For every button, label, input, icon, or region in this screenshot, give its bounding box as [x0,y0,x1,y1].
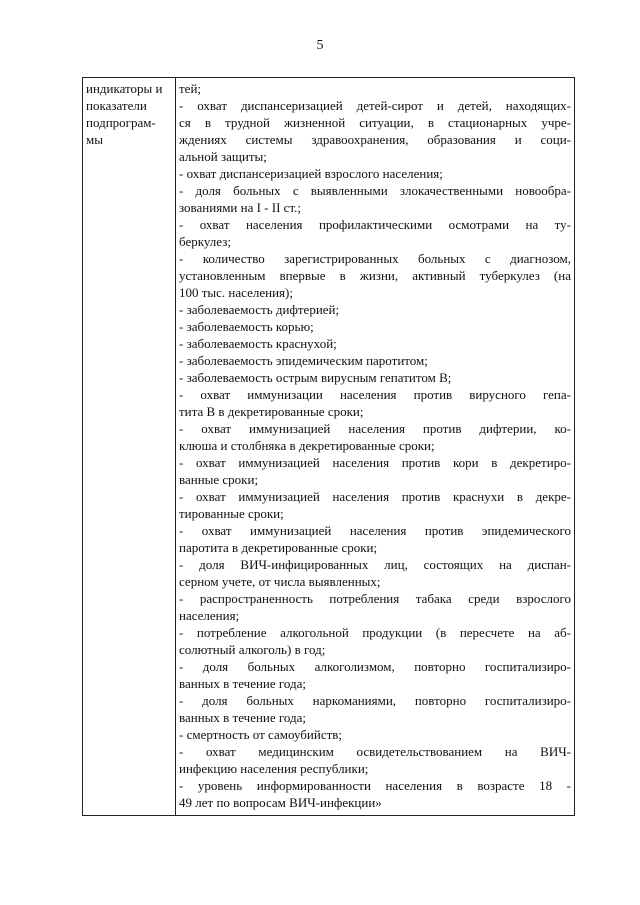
indicator-line: - заболеваемость дифтерией; [179,302,340,317]
indicator-line: альной защиты; [179,149,267,164]
indicator-line: тированные сроки; [179,506,284,521]
indicators-table [82,77,575,816]
indicator-line: - уровень информированности населения в возрасте 18 - [179,778,571,793]
indicator-line: беркулез; [179,234,231,249]
indicator-line: ждениях системы здравоохранения, образования и соци- [179,132,571,147]
row-label-line: мы [86,132,103,147]
indicator-line: - доля больных наркоманиями, повторно госпитализиро- [179,693,571,708]
indicator-line: - охват иммунизации населения против вирусного гепа- [179,387,571,402]
indicator-line: ванных в течение года; [179,676,307,691]
row-label-line: индикаторы и [86,81,163,96]
indicator-line: населения; [179,608,240,623]
indicator-line: ванные сроки; [179,472,259,487]
indicator-line: - охват медицинским освидетельствованием на ВИЧ- [179,744,571,759]
indicator-line: - распространенность потребления табака среди взрослого [179,591,571,606]
row-label [86,80,172,148]
indicator-line: ванных в течение года; [179,710,307,725]
indicator-line: - доля больных с выявленными злокачественными новообра- [179,183,571,198]
indicator-line: зованиями на I - II ст.; [179,200,302,215]
indicator-line: серном учете, от числа выявленных; [179,574,381,589]
indicator-line: - охват диспансеризацией взрослого населения; [179,166,443,181]
indicator-line: - потребление алкогольной продукции (в пересчете на аб- [179,625,571,640]
indicators-cell [176,78,575,816]
indicator-line: - охват иммунизацией населения против кори в декретиро- [179,455,571,470]
indicator-line: установленным впервые в жизни, активный туберкулез (на [179,268,571,283]
indicator-line: клюша и столбняка в декретированные сроки; [179,438,435,453]
indicator-list [179,80,571,811]
indicator-line: паротита в декретированные сроки; [179,540,378,555]
indicator-line: - количество зарегистрированных больных с диагнозом, [179,251,571,266]
row-label-cell [83,78,176,816]
row-label-line: подпрограм- [86,115,156,130]
indicator-line: - заболеваемость острым вирусным гепатитом В; [179,370,452,385]
indicator-line: - охват иммунизацией населения против эпидемического [179,523,571,538]
indicator-line: - охват иммунизацией населения против краснухи в декре- [179,489,571,504]
indicator-line: - охват населения профилактическими осмотрами на ту- [179,217,571,232]
indicator-line: - заболеваемость эпидемическим паротитом; [179,353,428,368]
indicator-line: тей; [179,81,202,96]
indicator-line: 49 лет по вопросам ВИЧ-инфекции» [179,795,382,810]
indicator-line: солютный алкоголь) в год; [179,642,326,657]
indicator-line: 100 тыс. населения); [179,285,293,300]
indicator-line: инфекцию населения республики; [179,761,369,776]
page-number: 5 [316,38,324,53]
row-label-line: показатели [86,98,147,113]
indicator-line: тита В в декретированные сроки; [179,404,364,419]
indicator-line: - доля ВИЧ-инфицированных лиц, состоящих на диспан- [179,557,571,572]
table-row [83,78,575,816]
indicator-line: - смертность от самоубийств; [179,727,343,742]
indicator-line: - доля больных алкоголизмом, повторно госпитализиро- [179,659,571,674]
indicator-line: - заболеваемость корью; [179,319,314,334]
indicator-line: ся в трудной жизненной ситуации, в стационарных учре- [179,115,571,130]
indicator-line: - охват иммунизацией населения против дифтерии, ко- [179,421,571,436]
indicator-line: - заболеваемость краснухой; [179,336,337,351]
indicator-line: - охват диспансеризацией детей-сирот и детей, находящих- [179,98,571,113]
